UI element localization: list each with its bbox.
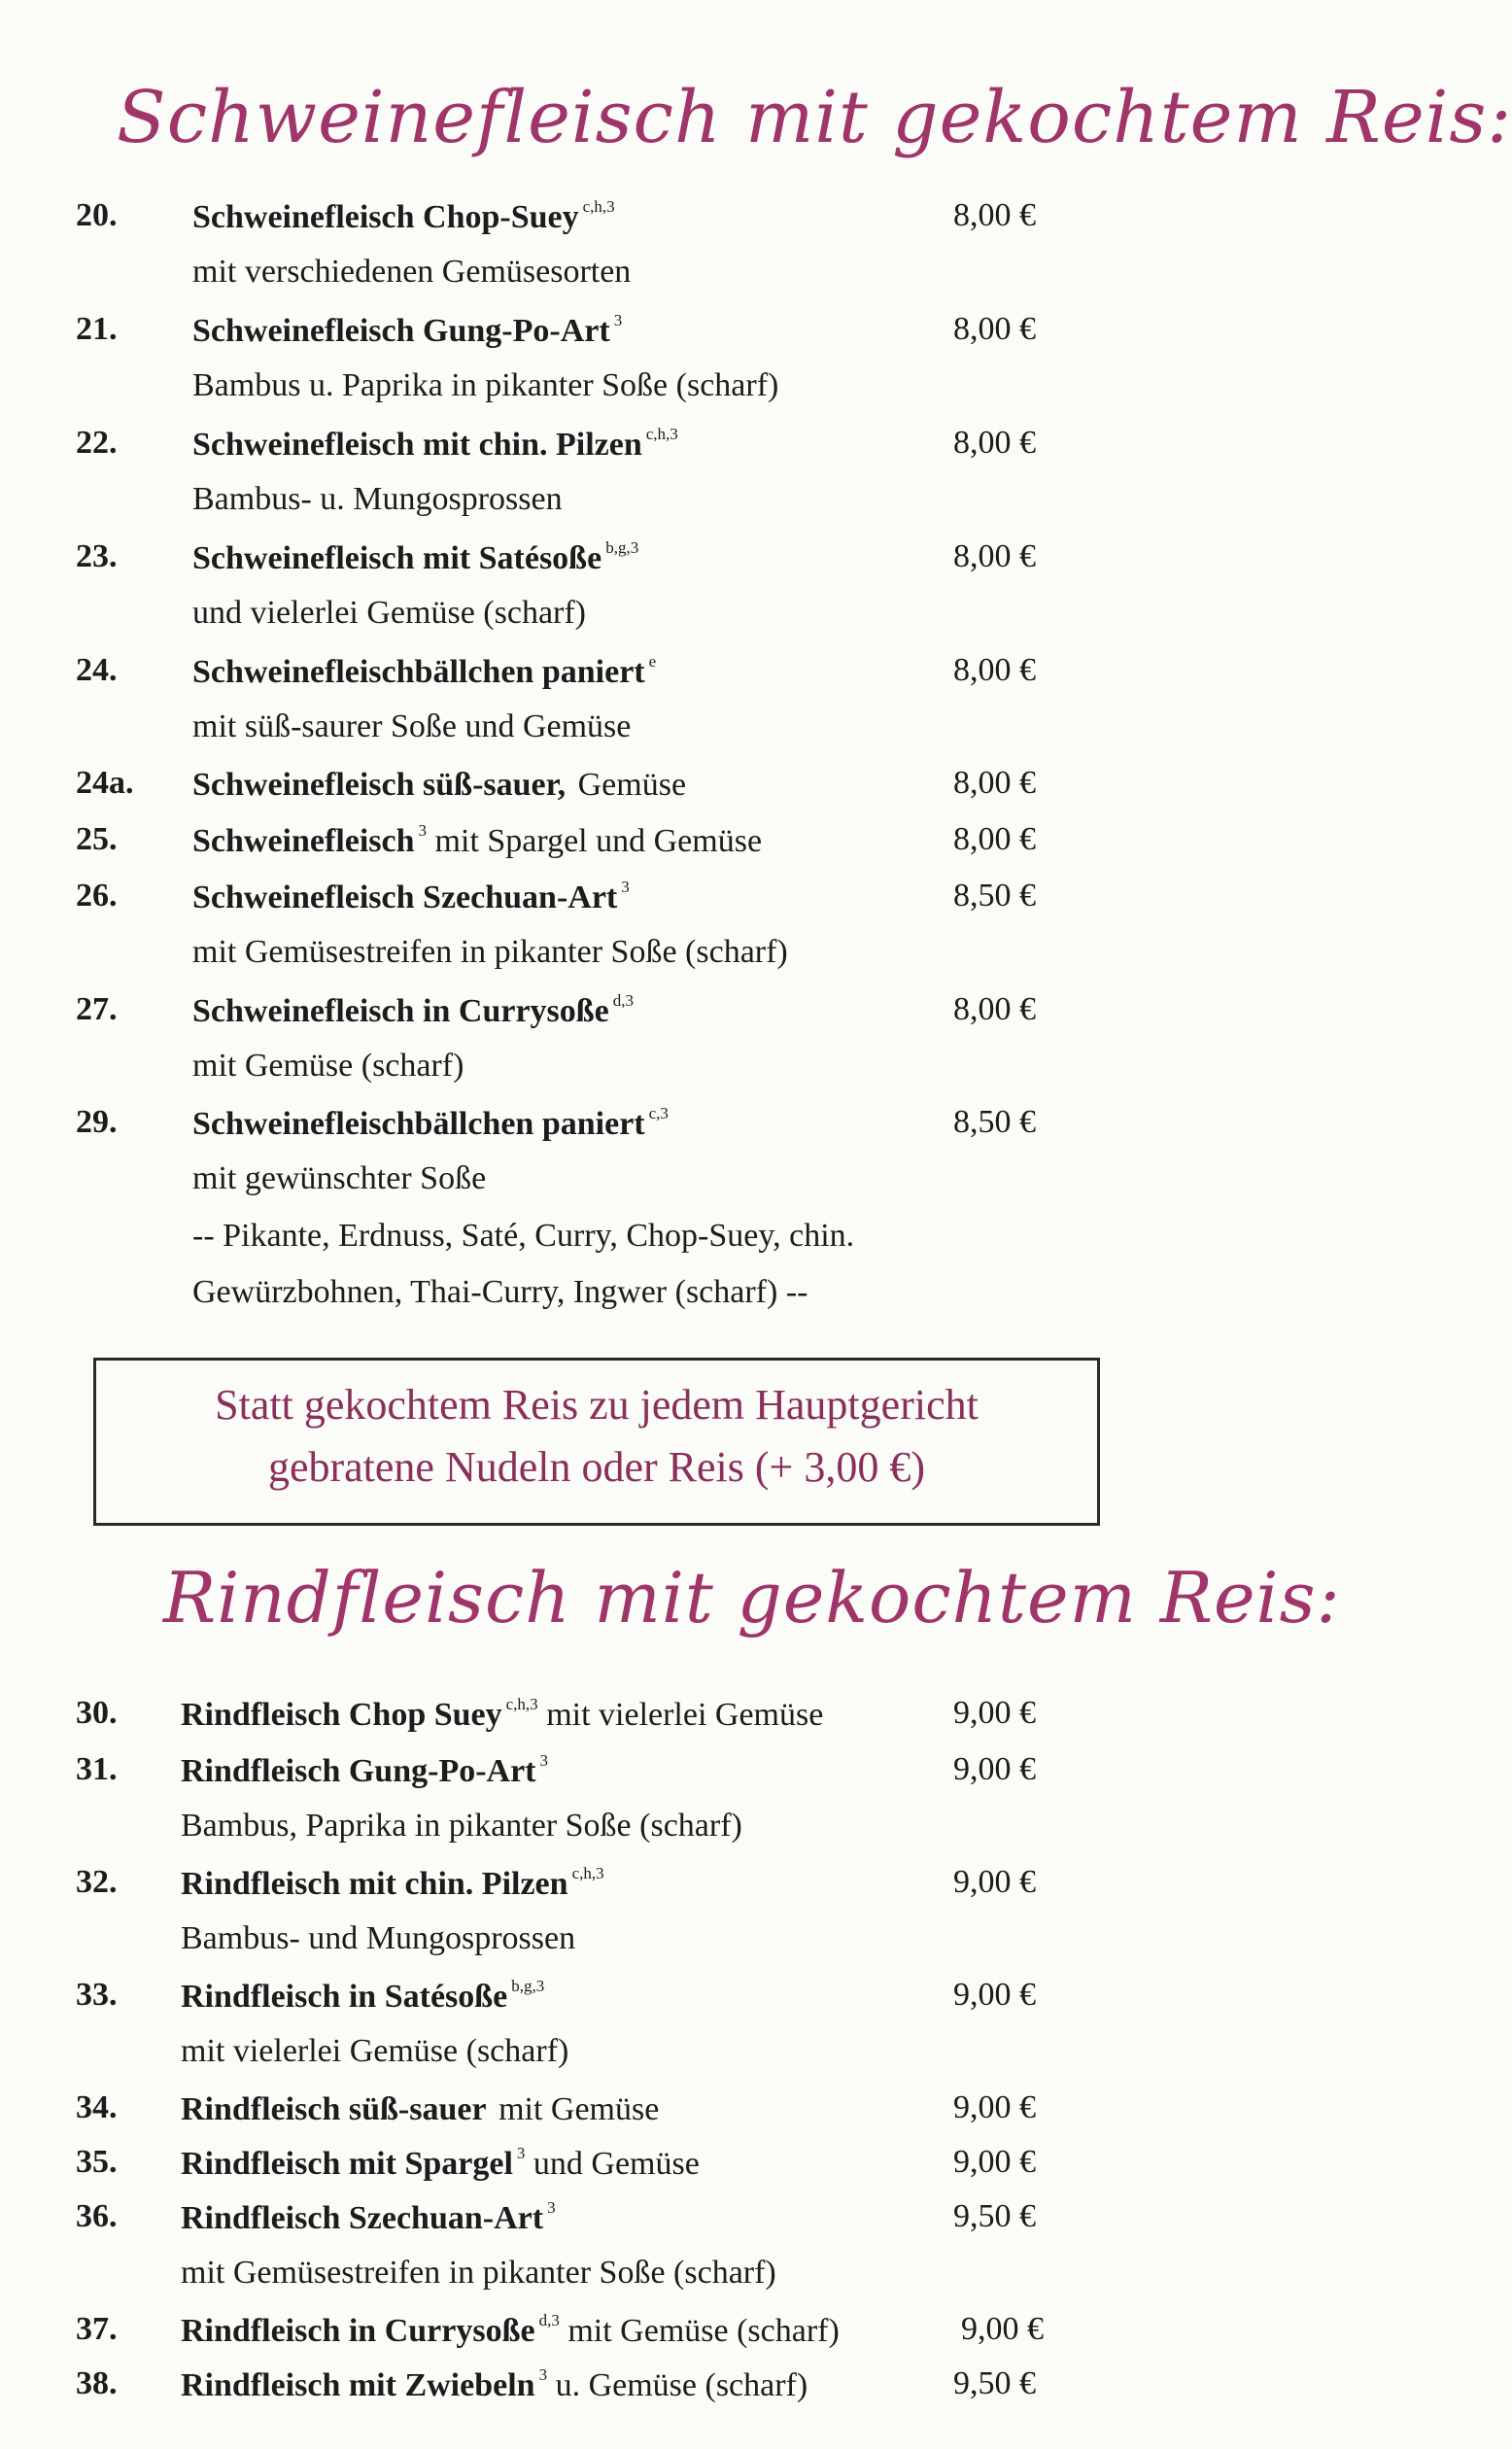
- item-number: 23.: [76, 538, 118, 574]
- menu-item: [0, 311, 1137, 360]
- menu-item: [0, 1864, 1137, 1913]
- menu-item: [0, 765, 1137, 813]
- item-title: Rindfleisch Chop Suey $^{c,h,3}$ mit vielerlei Gemüse: [181, 1695, 824, 1733]
- menu-item: [0, 1751, 1137, 1800]
- menu-item: [0, 652, 1137, 701]
- menu-item: [0, 1977, 1137, 2025]
- item-title: Rindfleisch in Satésoße $^{b,g,3}$: [181, 1977, 545, 2015]
- item-number: 20.: [76, 197, 118, 233]
- item-price: 9,00 €: [953, 1695, 1036, 1731]
- item-description: mit gewünschter Soße: [192, 1160, 487, 1196]
- item-description: mit süß-saurer Soße und Gemüse: [192, 708, 632, 744]
- item-description: mit vielerlei Gemüse (scharf): [181, 2033, 569, 2069]
- item-title: Rindfleisch mit chin. Pilzen $^{c,h,3}$: [181, 1864, 604, 1902]
- item-price: 8,00 €: [953, 991, 1036, 1027]
- item-title: Schweinefleisch in Currysoße $^{d,3}$: [192, 991, 635, 1029]
- item-description: mit Gemüse (scharf): [192, 1048, 464, 1084]
- item-price: 8,00 €: [953, 652, 1036, 688]
- item-price: 8,00 €: [953, 311, 1036, 347]
- notice-box: [93, 1358, 1100, 1526]
- item-number: 24.: [76, 652, 118, 688]
- item-number: 31.: [76, 1751, 118, 1787]
- item-price: 8,00 €: [953, 765, 1036, 801]
- menu-item: [0, 1695, 1137, 1743]
- item-title: Schweinefleisch mit Satésoße $^{b,g,3}$: [192, 538, 639, 576]
- menu-item: [0, 197, 1137, 246]
- item-title: Rindfleisch mit Spargel $^3$ und Gemüse: [181, 2144, 700, 2182]
- item-description: und vielerlei Gemüse (scharf): [192, 595, 586, 631]
- section-heading-pork: Schweinefleisch mit gekochtem Reis:: [117, 76, 1512, 159]
- item-price: 9,00 €: [953, 1751, 1036, 1787]
- item-number: 33.: [76, 1977, 118, 2013]
- item-number: 24a.: [76, 765, 134, 801]
- item-price: 9,00 €: [953, 2089, 1036, 2125]
- notice-line: gebratene Nudeln oder Reis (+ 3,00 €): [267, 1443, 926, 1491]
- item-price: 8,50 €: [953, 878, 1036, 914]
- item-price: 8,00 €: [953, 821, 1036, 857]
- item-number: 21.: [76, 311, 118, 347]
- menu-item: [0, 2365, 1137, 2414]
- item-title: Schweinefleischbällchen paniert $^{c,3}$: [192, 1104, 669, 1142]
- sauce-options-line: -- Pikante, Erdnuss, Saté, Curry, Chop-Suey, chin.: [192, 1218, 855, 1254]
- item-price: 8,50 €: [953, 1104, 1036, 1140]
- item-price: 9,50 €: [953, 2198, 1036, 2234]
- item-title: Rindfleisch süß-sauer mit Gemüse: [181, 2091, 660, 2127]
- menu-item: [0, 821, 1137, 870]
- item-number: 29.: [76, 1104, 118, 1140]
- item-price: 9,00 €: [961, 2311, 1044, 2347]
- item-title: Schweinefleisch Gung-Po-Art $^3$: [192, 311, 623, 349]
- menu-item: [0, 2198, 1137, 2247]
- item-number: 37.: [76, 2311, 118, 2347]
- item-price: 9,00 €: [953, 2144, 1036, 2180]
- item-title: Rindfleisch in Currysoße $^{d,3}$ mit Gemüse (scharf): [181, 2311, 840, 2349]
- menu-item: [0, 2089, 1137, 2138]
- item-price: 9,00 €: [953, 1864, 1036, 1900]
- menu-item: [0, 991, 1137, 1040]
- item-number: 27.: [76, 991, 118, 1027]
- item-description: mit Gemüsestreifen in pikanter Soße (scharf): [181, 2255, 776, 2291]
- item-title: Schweinefleischbällchen paniert $^e$: [192, 652, 657, 690]
- item-price: 9,50 €: [953, 2365, 1036, 2401]
- item-title: Rindfleisch Gung-Po-Art $^3$: [181, 1751, 548, 1789]
- item-number: 38.: [76, 2365, 118, 2401]
- item-price: 9,00 €: [953, 1977, 1036, 2013]
- menu-item: [0, 425, 1137, 473]
- item-price: 8,00 €: [953, 425, 1036, 461]
- item-title: Schweinefleisch $^3$ mit Spargel und Gemüse: [192, 821, 763, 859]
- item-number: 34.: [76, 2089, 118, 2125]
- section-heading-beef: Rindfleisch mit gekochtem Reis:: [163, 1557, 1341, 1638]
- item-title: Schweinefleisch Szechuan-Art $^3$: [192, 878, 630, 915]
- item-description: mit verschiedenen Gemüsesorten: [192, 254, 632, 290]
- item-number: 30.: [76, 1695, 118, 1731]
- menu-item: [0, 538, 1137, 587]
- menu-item: [0, 1104, 1137, 1153]
- item-number: 36.: [76, 2198, 118, 2234]
- item-title: Rindfleisch mit Zwiebeln $^3$ u. Gemüse (scharf): [181, 2365, 808, 2403]
- menu-item: [0, 878, 1137, 926]
- item-number: 22.: [76, 425, 118, 461]
- item-price: 8,00 €: [953, 197, 1036, 233]
- item-description: Bambus u. Paprika in pikanter Soße (scharf): [192, 367, 779, 403]
- item-number: 26.: [76, 878, 118, 914]
- item-description: Bambus- und Mungosprossen: [181, 1920, 576, 1956]
- item-number: 35.: [76, 2144, 118, 2180]
- menu-item: [0, 2311, 1137, 2360]
- sauce-options-line: Gewürzbohnen, Thai-Curry, Ingwer (scharf) --: [192, 1274, 808, 1310]
- item-description: Bambus, Paprika in pikanter Soße (scharf): [181, 1808, 742, 1844]
- item-title: Schweinefleisch süß-sauer, Gemüse: [192, 767, 687, 803]
- item-title: Rindfleisch Szechuan-Art $^3$: [181, 2198, 556, 2236]
- notice-line: Statt gekochtem Reis zu jedem Hauptgericht: [215, 1381, 979, 1429]
- item-title: Schweinefleisch Chop-Suey $^{c,h,3}$: [192, 197, 615, 235]
- item-number: 32.: [76, 1864, 118, 1900]
- item-number: 25.: [76, 821, 118, 857]
- menu-item: [0, 2144, 1137, 2192]
- item-description: mit Gemüsestreifen in pikanter Soße (scharf): [192, 934, 788, 970]
- item-price: 8,00 €: [953, 538, 1036, 574]
- item-title: Schweinefleisch mit chin. Pilzen $^{c,h,3}$: [192, 425, 678, 463]
- item-description: Bambus- u. Mungosprossen: [192, 481, 563, 517]
